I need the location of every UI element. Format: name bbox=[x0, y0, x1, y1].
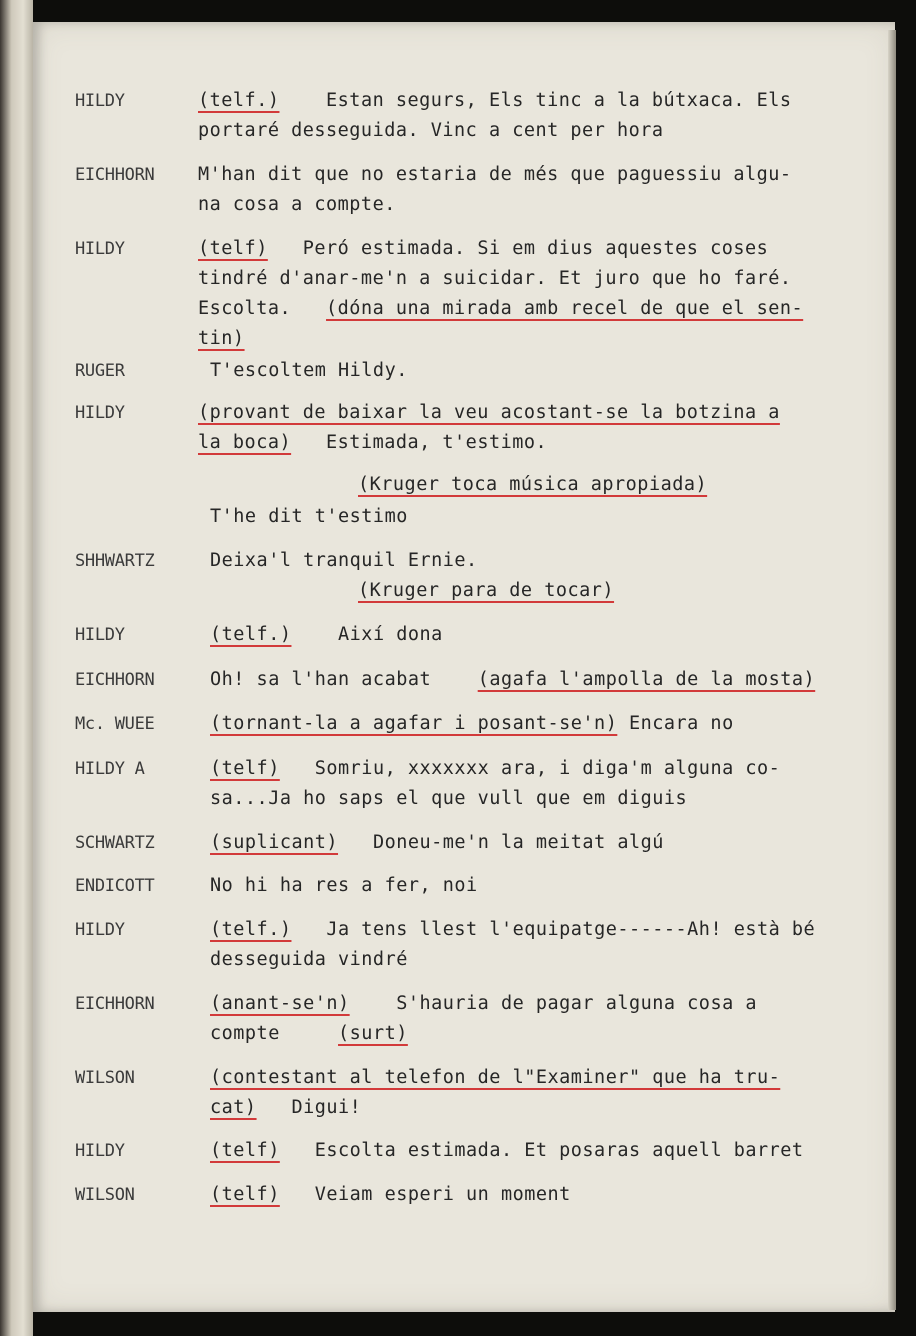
speaker-name: EICHHORN bbox=[75, 994, 155, 1014]
stage-direction: (Kruger toca música apropiada) bbox=[358, 474, 708, 495]
typewritten-page bbox=[33, 22, 895, 1312]
speaker-name: SCHWARTZ bbox=[75, 833, 155, 853]
stage-direction: (telf.) bbox=[210, 919, 292, 940]
stage-direction: (telf) bbox=[198, 238, 268, 259]
stage-direction: (agafa l'ampolla de la mosta) bbox=[477, 669, 816, 690]
stage-direction: (telf.) bbox=[210, 624, 292, 645]
dialogue-line bbox=[198, 86, 792, 116]
dialogue-line bbox=[210, 754, 780, 784]
speaker-name: HILDY bbox=[75, 403, 125, 423]
stage-direction: (surt) bbox=[338, 1023, 408, 1044]
dialogue-line: tindré d'anar-me'n a suicidar. Et juro que ho faré. bbox=[198, 268, 792, 289]
dialogue-text: Escolta estimada. Et posaras aquell barret bbox=[314, 1140, 804, 1161]
stage-direction: (telf) bbox=[210, 758, 280, 779]
speaker-name: WILSON bbox=[75, 1185, 135, 1205]
dialogue-line bbox=[210, 989, 757, 1019]
dialogue-text: Estimada, t'estimo. bbox=[326, 432, 548, 453]
stage-direction: (Kruger para de tocar) bbox=[358, 580, 615, 601]
dialogue-text: Somriu, xxxxxxx ara, i diga'm alguna co- bbox=[314, 758, 781, 779]
dialogue-text: Doneu-me'n la meitat algú bbox=[372, 832, 664, 853]
dialogue-line bbox=[198, 324, 245, 354]
speaker-name: EICHHORN bbox=[75, 165, 155, 185]
dialogue-text: Ja tens llest l'equipatge------Ah! està bé bbox=[326, 919, 816, 940]
dialogue-text: Així dona bbox=[338, 624, 443, 645]
stage-direction: (dóna una mirada amb recel de que el sen- bbox=[326, 298, 804, 319]
stage-direction: (telf) bbox=[210, 1184, 280, 1205]
speaker-name: HILDY bbox=[75, 1141, 125, 1161]
dialogue-line: sa...Ja ho saps el que vull que em diguis bbox=[210, 788, 688, 809]
stage-direction: (suplicant) bbox=[210, 832, 339, 853]
dialogue-text: Estan segurs, Els tinc a la bútxaca. Els bbox=[326, 90, 792, 111]
speaker-name: SHHWARTZ bbox=[75, 551, 155, 571]
speaker-name: Mc. WUEE bbox=[75, 714, 155, 734]
speaker-name: ENDICOTT bbox=[75, 876, 155, 896]
dialogue-line: M'han dit que no estaria de més que paguessiu algu- bbox=[198, 164, 792, 185]
dialogue-line: T'he dit t'estimo bbox=[210, 506, 408, 527]
dialogue-text: Veiam esperi un moment bbox=[314, 1184, 571, 1205]
dialogue-line bbox=[358, 470, 707, 500]
stage-direction: (telf) bbox=[210, 1140, 280, 1161]
dialogue-line bbox=[210, 1093, 361, 1123]
dialogue-line bbox=[210, 828, 664, 858]
speaker-name: HILDY bbox=[75, 920, 125, 940]
speaker-name: HILDY bbox=[75, 91, 125, 111]
dialogue-line bbox=[210, 915, 815, 945]
dialogue-line bbox=[198, 398, 780, 428]
stage-direction: la boca) bbox=[198, 432, 292, 453]
dialogue-line bbox=[198, 428, 547, 458]
dialogue-text: S'hauria de pagar alguna cosa a bbox=[396, 993, 757, 1014]
dialogue-text: Escolta. bbox=[198, 298, 292, 319]
stage-direction: (telf.) bbox=[198, 90, 280, 111]
dialogue-line bbox=[198, 234, 768, 264]
stage-direction: tin) bbox=[198, 328, 245, 349]
dialogue-text: Peró estimada. Si em dius aquestes coses bbox=[302, 238, 769, 259]
dialogue-text: Oh! sa l'han acabat bbox=[210, 669, 432, 690]
dialogue-line: T'escoltem Hildy. bbox=[210, 360, 408, 381]
dialogue-line bbox=[210, 620, 443, 650]
dialogue-line: No hi ha res a fer, noi bbox=[210, 875, 478, 896]
speaker-name: RUGER bbox=[75, 361, 125, 381]
speaker-name: HILDY A bbox=[75, 759, 145, 779]
speaker-name: EICHHORN bbox=[75, 670, 155, 690]
stage-direction: (provant de baixar la veu acostant-se la botzina a bbox=[198, 402, 780, 423]
dialogue-line bbox=[198, 294, 803, 324]
book-binding bbox=[0, 0, 33, 1336]
dialogue-text: Encara no bbox=[628, 713, 734, 734]
stage-direction: (tornant-la a agafar i posant-se'n) bbox=[210, 713, 618, 734]
dialogue-line: desseguida vindré bbox=[210, 949, 408, 970]
page-edge bbox=[888, 30, 896, 1310]
dialogue-text: Digui! bbox=[291, 1097, 362, 1118]
dialogue-line bbox=[358, 576, 614, 606]
speaker-name: HILDY bbox=[75, 625, 125, 645]
dialogue-line: Deixa'l tranquil Ernie. bbox=[210, 550, 478, 571]
dialogue-line bbox=[210, 1136, 804, 1166]
dialogue-text: compte bbox=[210, 1023, 280, 1044]
dialogue-line bbox=[210, 709, 734, 739]
dialogue-line: na cosa a compte. bbox=[198, 194, 396, 215]
dialogue-line bbox=[210, 1180, 571, 1210]
stage-direction: (anant-se'n) bbox=[210, 993, 350, 1014]
dialogue-line bbox=[210, 1019, 408, 1049]
dialogue-line: portaré desseguida. Vinc a cent per hora bbox=[198, 120, 664, 141]
stage-direction: (contestant al telefon de l"Examiner" que ha tru- bbox=[210, 1067, 781, 1088]
stage-direction: cat) bbox=[210, 1097, 257, 1118]
dialogue-line bbox=[210, 665, 815, 695]
speaker-name: WILSON bbox=[75, 1068, 135, 1088]
speaker-name: HILDY bbox=[75, 239, 125, 259]
dialogue-line bbox=[210, 1063, 780, 1093]
